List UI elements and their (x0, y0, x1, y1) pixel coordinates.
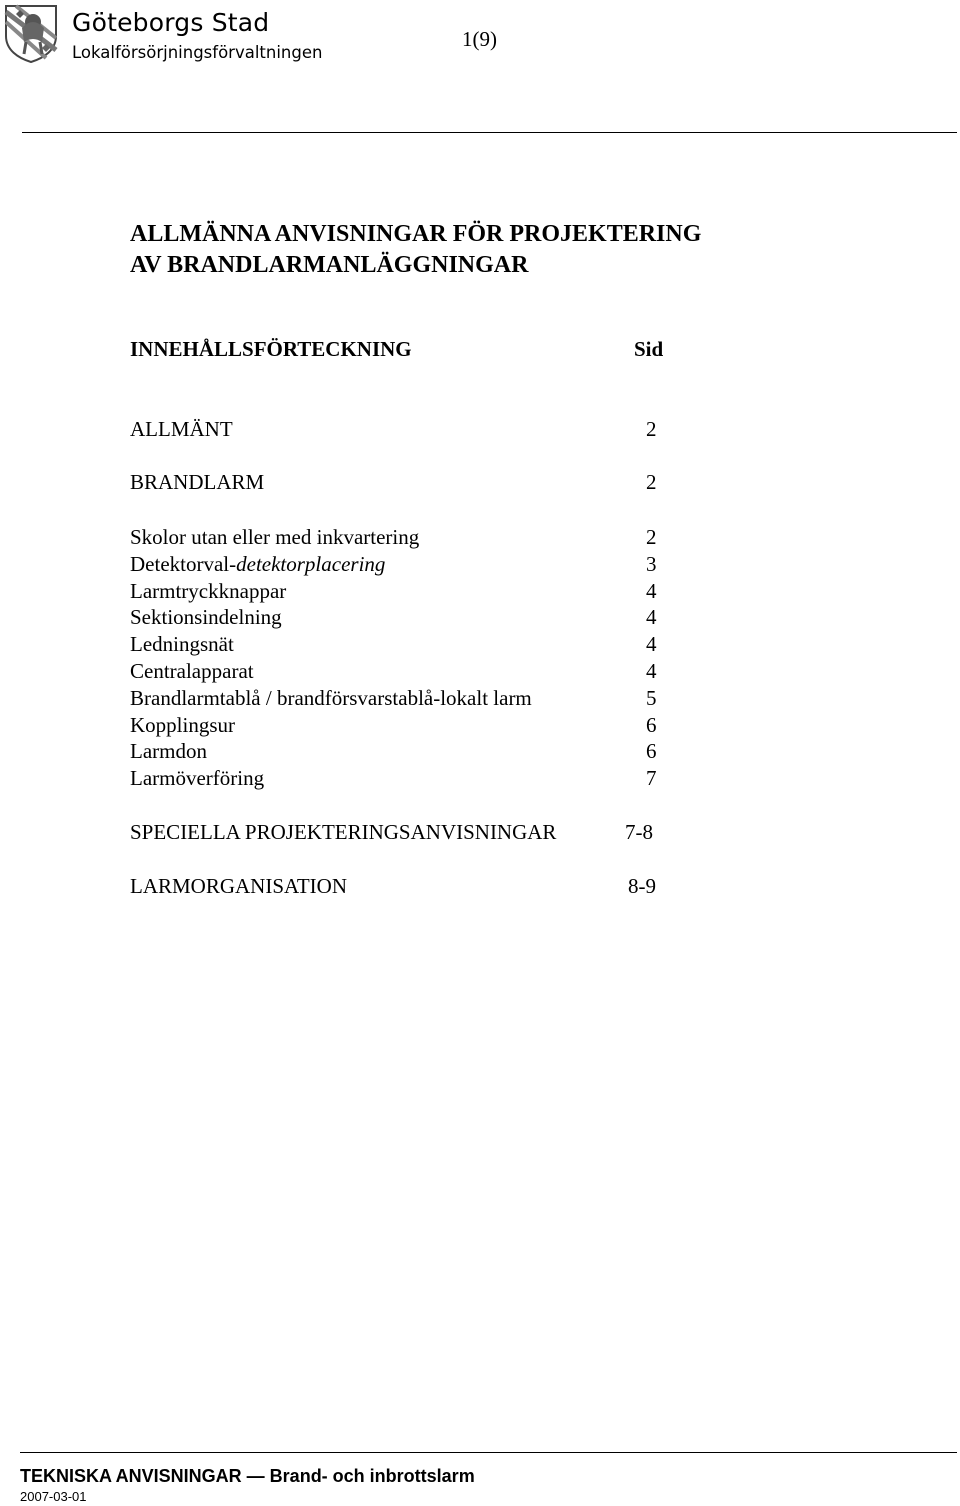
toc-entry-label: Larmöverföring (130, 766, 265, 790)
toc-entry-label: Sektionsindelning (130, 605, 282, 629)
toc-entry-page: 4 (646, 632, 657, 656)
toc-entry-label: LARMORGANISATION (130, 874, 348, 898)
toc-entry-page: 4 (646, 659, 657, 683)
document-title-line-1: ALLMÄNNA ANVISNINGAR FÖR PROJEKTERING (130, 221, 702, 247)
footer-title: TEKNISKA ANVISNINGAR — Brand- och inbrottslarm (20, 1466, 475, 1486)
toc-entry-label (130, 551, 385, 577)
footer-divider (20, 1452, 957, 1453)
toc-entry-page: 4 (646, 605, 657, 629)
toc-entry-label: Brandlarmtablå / brandförsvarstablå-lokalt larm (130, 686, 532, 710)
toc-entry-label: Kopplingsur (130, 713, 235, 737)
toc-entry-label: Centralapparat (130, 659, 254, 683)
toc-entry-page: 2 (646, 525, 657, 549)
document-title-line-2: AV BRANDLARMANLÄGGNINGAR (130, 252, 529, 278)
toc-entry-label: Skolor utan eller med inkvartering (130, 525, 420, 549)
toc-page-column-heading: Sid (634, 337, 664, 361)
toc-entry-page: 5 (646, 686, 657, 710)
city-coat-of-arms-icon (2, 2, 60, 64)
organization-name: Göteborgs Stad (72, 8, 270, 37)
toc-entry-label: BRANDLARM (130, 470, 265, 494)
toc-entry-page: 2 (646, 417, 657, 441)
page-number: 1(9) (462, 27, 497, 51)
toc-entry-page: 4 (646, 579, 657, 603)
header-divider (22, 132, 957, 133)
footer-date: 2007-03-01 (20, 1489, 87, 1504)
toc-entry-label: SPECIELLA PROJEKTERINGSANVISNINGAR (130, 820, 557, 844)
department-name: Lokalförsörjningsförvaltningen (72, 43, 323, 62)
toc-entry-page: 7 (646, 766, 657, 790)
toc-entry-page: 7-8 (625, 820, 653, 844)
toc-entry-label: Larmtryckknappar (130, 579, 287, 603)
toc-entry-label-italic: detektorplacering (236, 552, 386, 576)
toc-entry-page: 8-9 (628, 874, 656, 898)
toc-entry-label: ALLMÄNT (130, 417, 233, 441)
toc-entry-label: Ledningsnät (130, 632, 234, 656)
document-title (130, 219, 701, 281)
toc-entry-page: 2 (646, 470, 657, 494)
toc-entry-page: 6 (646, 739, 657, 763)
toc-entry-label: Larmdon (130, 739, 207, 763)
toc-entry-page: 3 (646, 552, 657, 576)
toc-heading: INNEHÅLLSFÖRTECKNING (130, 337, 412, 361)
toc-entry-label-plain: Detektorval- (130, 552, 237, 576)
toc-header (130, 336, 670, 362)
toc-entry-page: 6 (646, 713, 657, 737)
